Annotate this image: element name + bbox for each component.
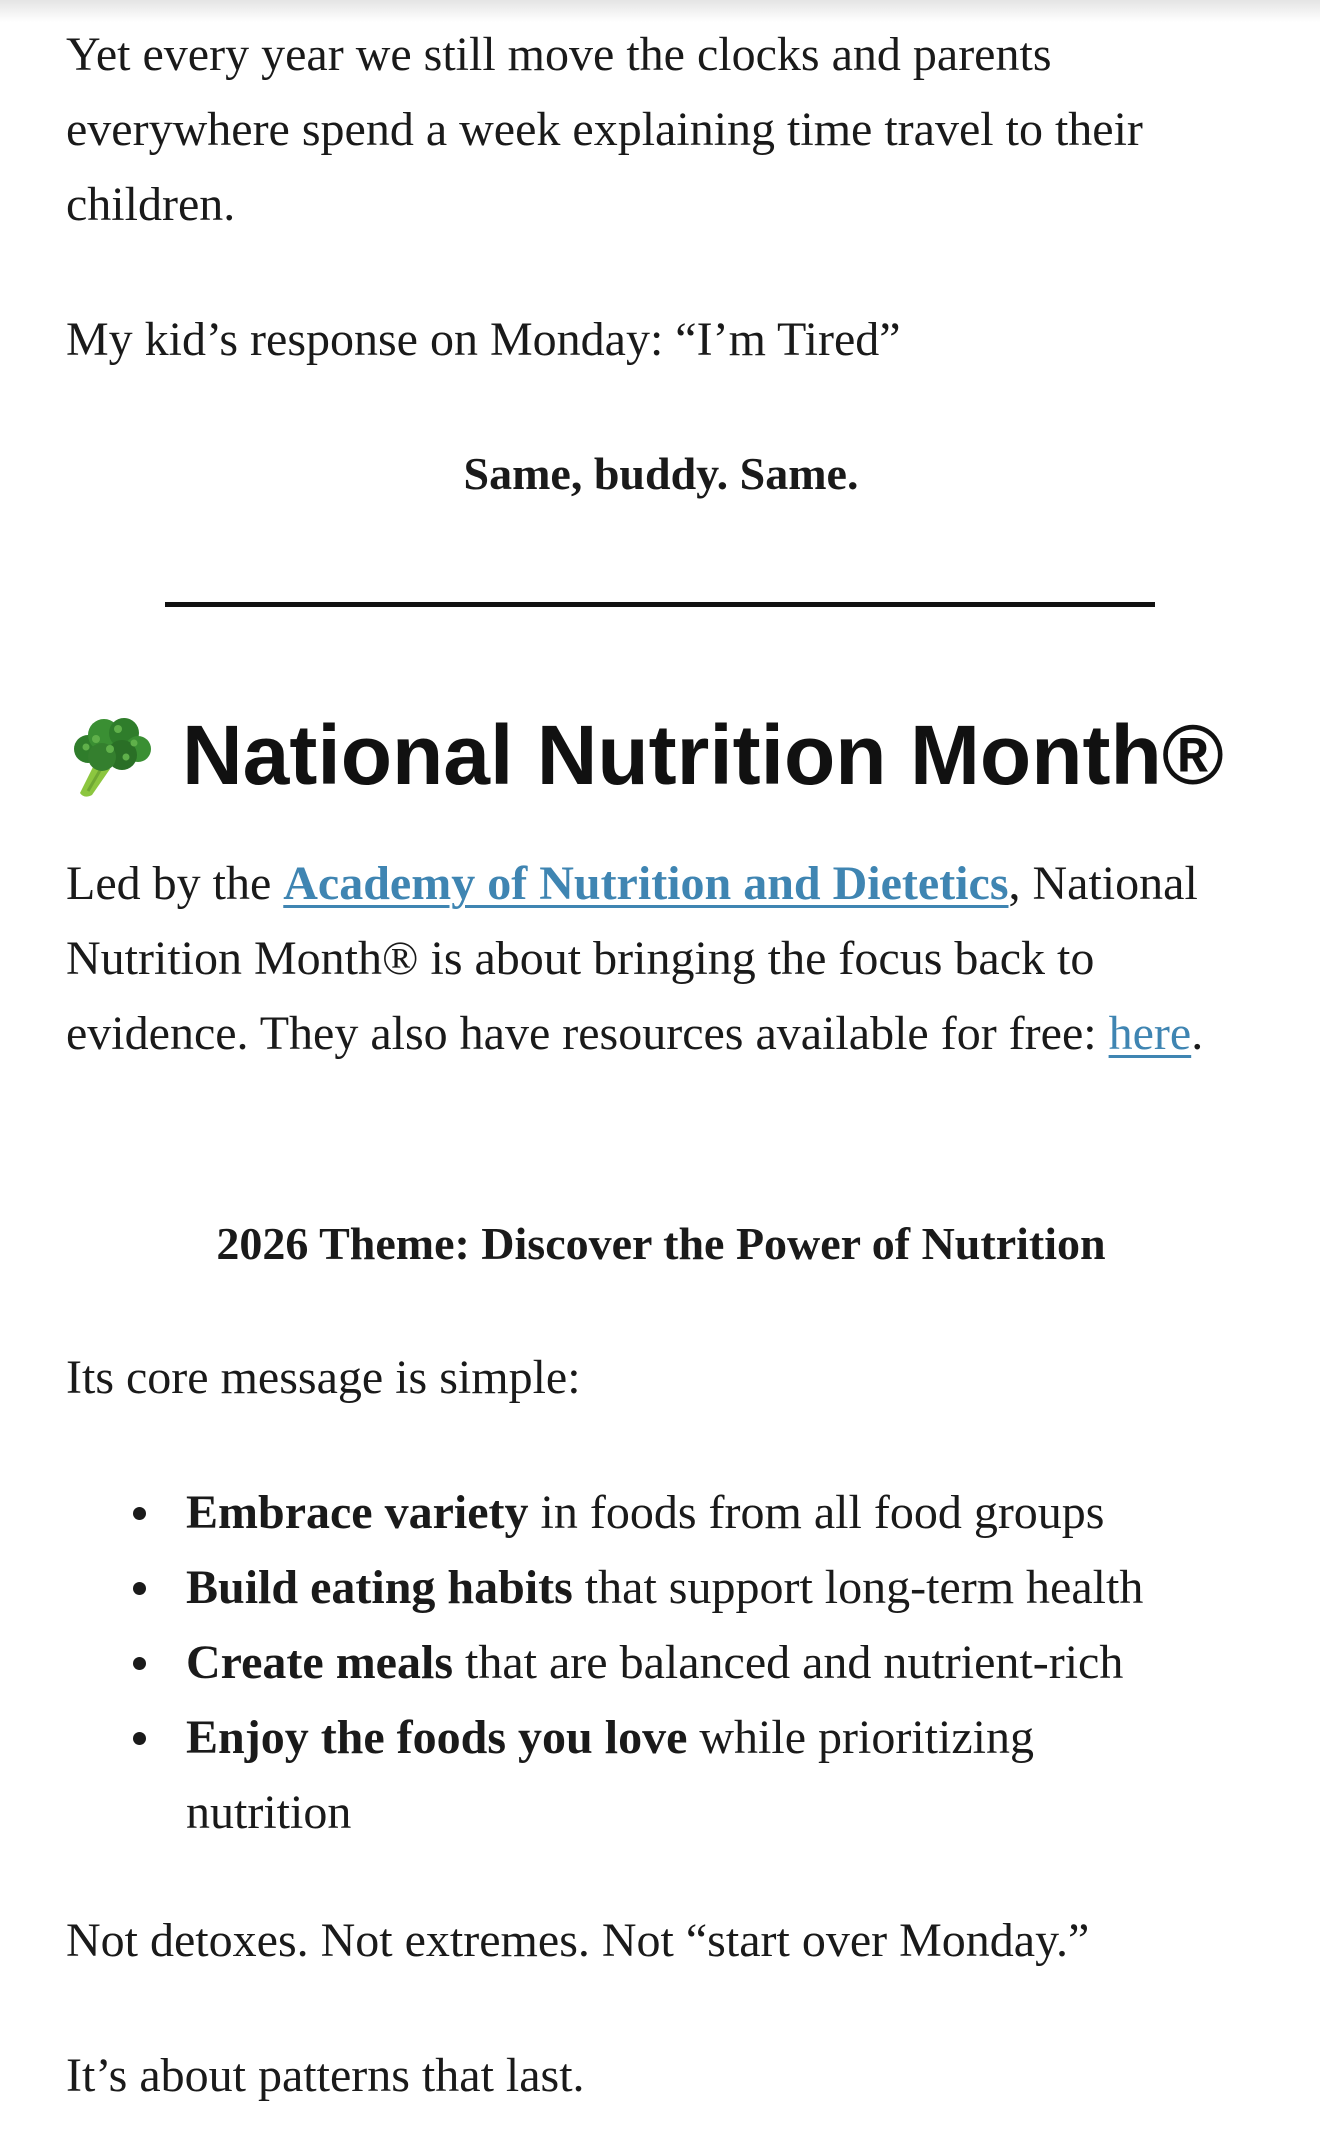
core-message-list (66, 1475, 1320, 1850)
paragraph-intro (66, 846, 1266, 1071)
broccoli-icon (66, 711, 154, 799)
paragraph-kid-response: My kid’s response on Monday: “I’m Tired” (66, 313, 901, 366)
paragraph-clocks: Yet every year we still move the clocks and parents everywhere spend a week explaining time travel to their children. (66, 28, 1143, 231)
list-item (186, 1625, 1266, 1700)
section-title: National Nutrition Month® (182, 708, 1224, 802)
list-item-bold: Build eating habits (186, 1561, 573, 1614)
section-heading (66, 700, 1224, 810)
list-item-bold: Embrace variety (186, 1486, 529, 1539)
academy-link[interactable]: Academy of Nutrition and Dietetics (283, 857, 1009, 910)
list-item-text: that are balanced and nutrient-rich (453, 1636, 1124, 1689)
list-item (186, 1550, 1266, 1625)
paragraph-closing: It’s about patterns that last. (66, 2049, 585, 2102)
same-buddy-line: Same, buddy. Same. (463, 448, 859, 499)
list-item-bold: Enjoy the foods you love (186, 1711, 688, 1764)
list-item (186, 1700, 1186, 1850)
paragraph-not-detoxes: Not detoxes. Not extremes. Not “start over Monday.” (66, 1914, 1090, 1967)
intro-suffix: . (1191, 1007, 1204, 1060)
here-link[interactable]: here (1108, 1007, 1192, 1060)
list-item-text: that support long-term health (572, 1561, 1144, 1614)
list-item-text: while prioritizing nutrition (186, 1711, 1034, 1839)
paragraph-core-message: Its core message is simple: (66, 1351, 581, 1404)
list-item-text: in foods from all food groups (528, 1486, 1105, 1539)
intro-middle: , National Nutrition Month® is about bringing the focus back to evidence. They also have resources available for free: (66, 857, 1198, 1060)
list-item (186, 1475, 1266, 1550)
intro-prefix: Led by the (66, 857, 284, 910)
list-item-bold: Create meals (186, 1636, 453, 1689)
theme-line: 2026 Theme: Discover the Power of Nutrition (216, 1218, 1106, 1269)
section-divider (165, 602, 1155, 607)
